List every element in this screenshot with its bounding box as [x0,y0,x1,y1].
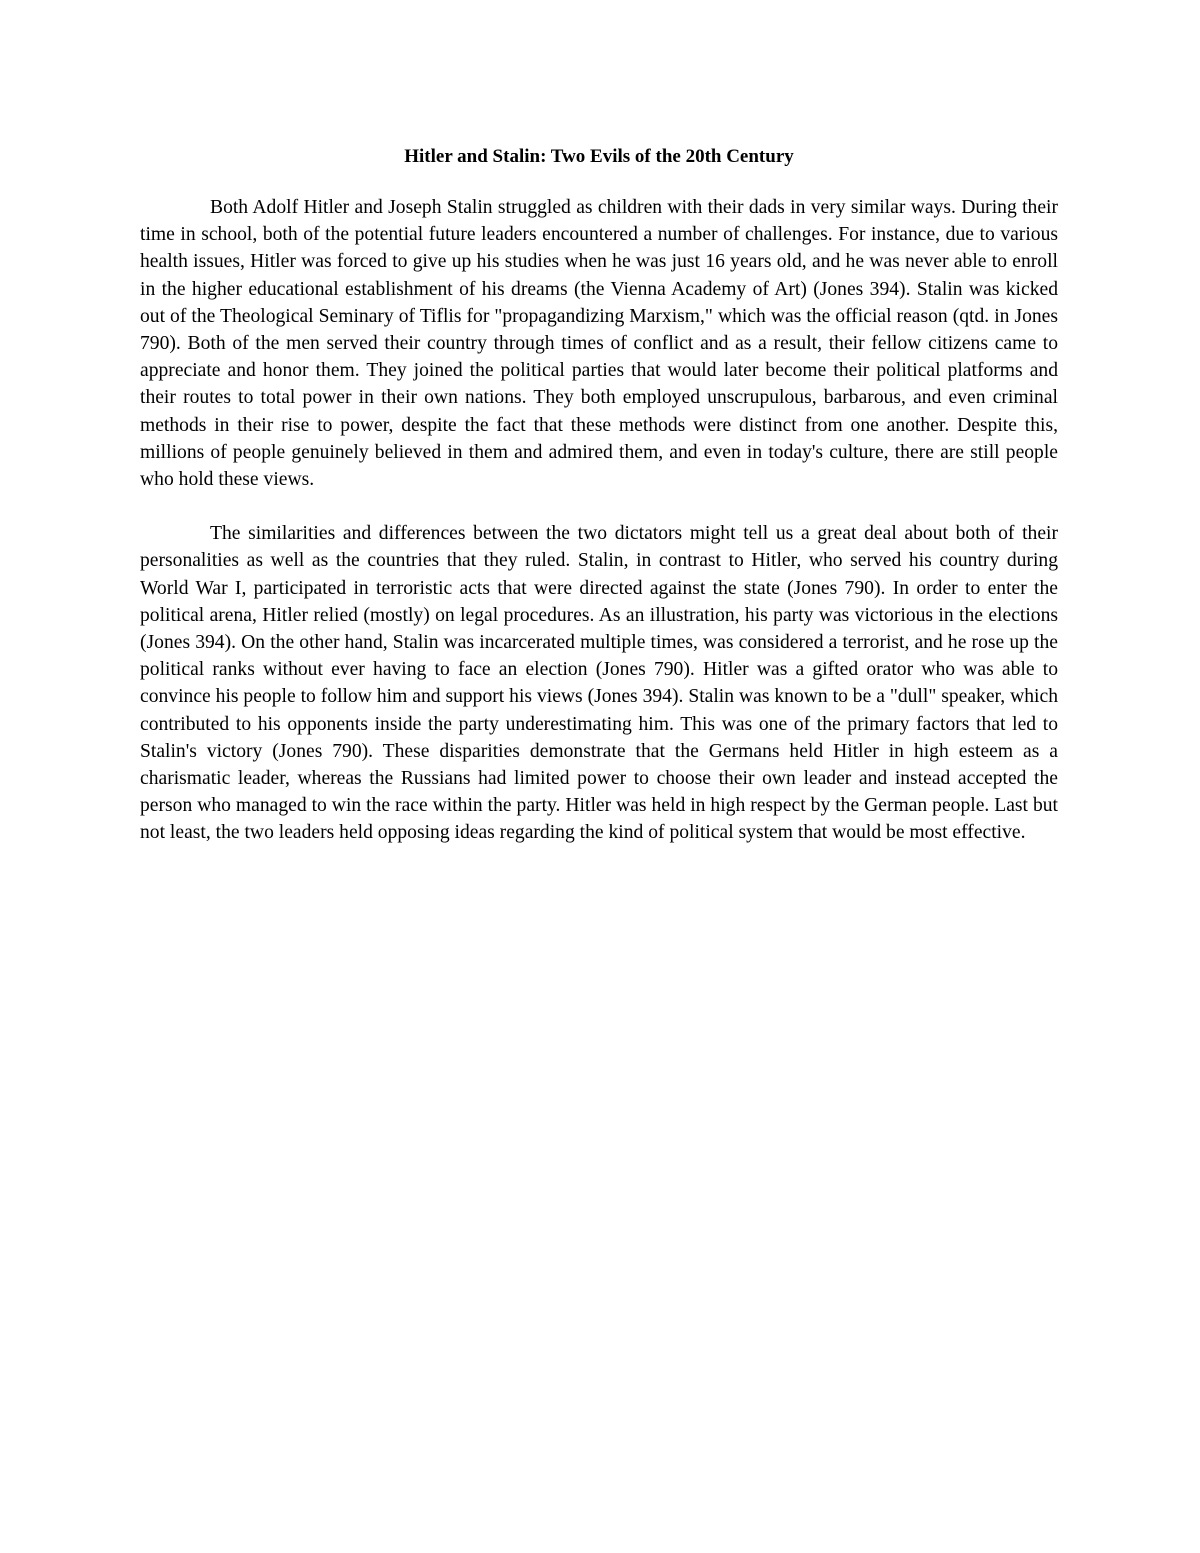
document-title: Hitler and Stalin: Two Evils of the 20th Century [404,146,794,167]
document-body [140,143,1058,874]
paragraph-1: Both Adolf Hitler and Joseph Stalin struggled as children with their dads in very similar ways. During their time in school, both of the potential future leaders encountered a number of challenges. For instance, due to various health issues, Hitler was forced to give up his studies when he was just 16 years old, and he was never able to enroll in the higher educational establishment of his dreams (the Vienna Academy of Art) (Jones 394). Stalin was kicked out of the Theological Seminary of Tiflis for "propagandizing Marxism," which was the official reason (qtd. in Jones 790). Both of the men served their country through times of conflict and as a result, their fellow citizens came to appreciate and honor them. They joined the political parties that would later become their political platforms and their routes to total power in their own nations. They both employed unscrupulous, barbarous, and even criminal methods in their rise to power, despite the fact that these methods were distinct from one another. Despite this, millions of people genuinely believed in them and admired them, and even in today's culture, there are still people who hold these views. [140,197,1058,491]
paragraph-2: The similarities and differences between the two dictators might tell us a great deal about both of their personalities as well as the countries that they ruled. Stalin, in contrast to Hitler, who served his country during World War I, participated in terroristic acts that were directed against the state (Jones 790). In order to enter the political arena, Hitler relied (mostly) on legal procedures. As an illustration, his party was victorious in the elections (Jones 394). On the other hand, Stalin was incarcerated multiple times, was considered a terrorist, and he rose up the political ranks without ever having to face an election (Jones 790). Hitler was a gifted orator who was able to convince his people to follow him and support his views (Jones 394). Stalin was known to be a "dull" speaker, which contributed to his opponents inside the party underestimating him. This was one of the primary factors that led to Stalin's victory (Jones 790). These disparities demonstrate that the Germans held Hitler in high esteem as a charismatic leader, whereas the Russians had limited power to choose their own leader and instead accepted the person who managed to win the race within the party. Hitler was held in high respect by the German people. Last but not least, the two leaders held opposing ideas regarding the kind of political system that would be most effective. [140,523,1058,844]
